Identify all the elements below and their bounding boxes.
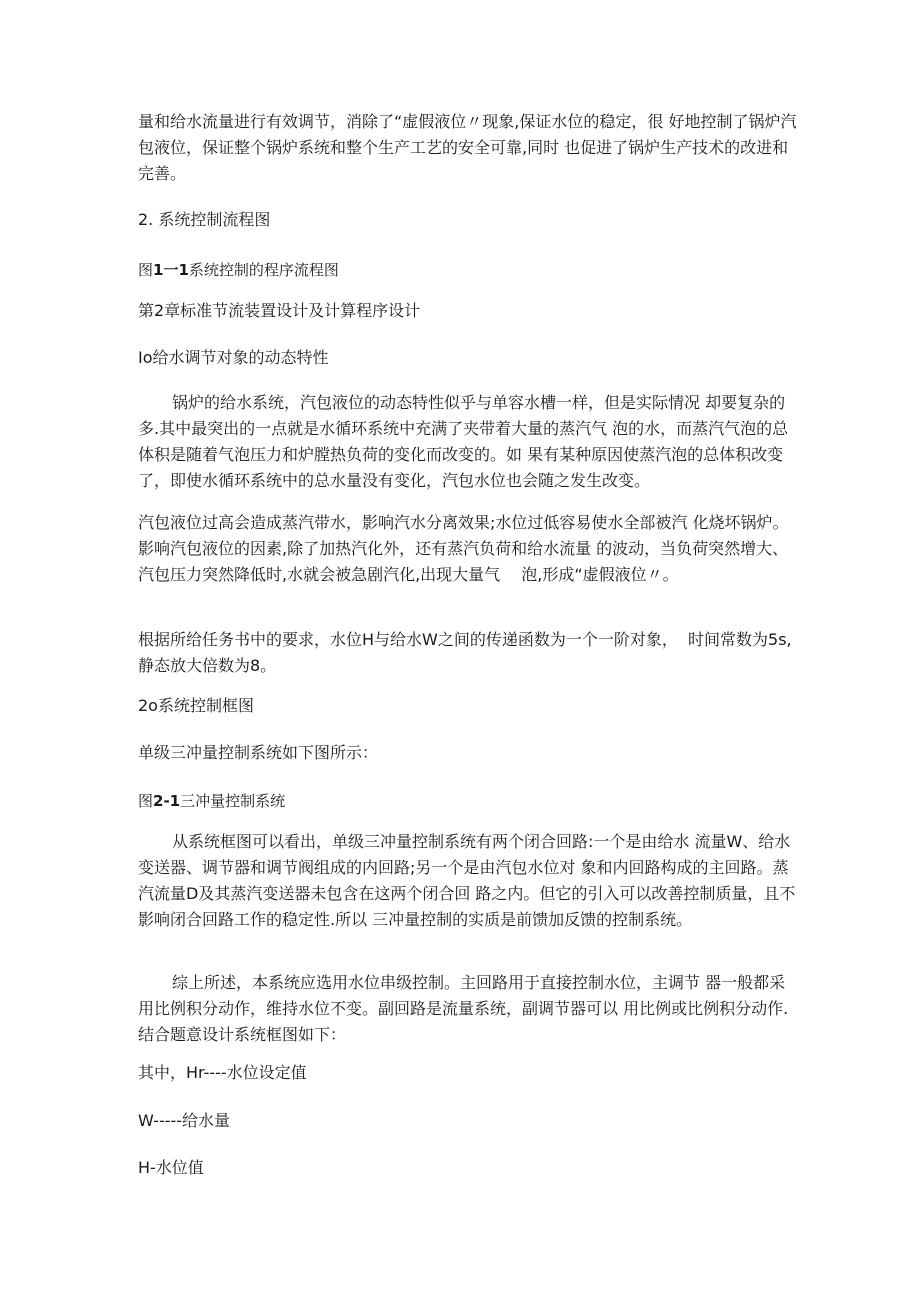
figure-1-1-caption xyxy=(138,257,798,283)
chapter-2-heading: 第2章标准节流装置设计及计算程序设计 xyxy=(138,301,421,320)
figure-2-1-caption xyxy=(138,788,798,814)
paragraph-boiler-dynamics: 锅炉的给水系统，汽包液位的动态特性似乎与单容水槽一样，但是实际情况 却要复杂的多.其中最突出的一点就是水循环系统中充满了夹带着大量的蒸汽气 泡的水，而蒸汽气泡的总体积是随着气泡压力和炉膛热负荷的变化而改变的。如 果有某种原因使蒸汽泡的总体积改变了，即使水循环系统中的总水量没有变化，汽包水位也会随之发生改变。 xyxy=(138,393,789,490)
figure-2-1-prefix: 图 xyxy=(138,792,154,810)
paragraph-conclusion: 综上所述，本系统应选用水位串级控制。主回路用于直接控制水位，主调节 器一般都采用比例积分动作，维持水位不变。副回路是流量系统，副调节器可以 用比例或比例积分动作.结合题意设计系统框图如下： xyxy=(138,973,789,1044)
paragraph-transfer-function: 根据所给任务书中的要求，水位H与给水W之间的传递函数为一个一阶对象， 时间常数为5s,静态放大倍数为8。 xyxy=(138,630,792,675)
figure-1-1-number: 1一1 xyxy=(153,261,189,279)
figure-2-1-title: 三冲量控制系统 xyxy=(180,792,286,810)
figure-2-1-number: 2-1 xyxy=(153,792,181,810)
legend-h: H-水位值 xyxy=(138,1158,204,1177)
figure-1-1-prefix: 图 xyxy=(138,261,154,279)
figure-1-1-title: 系统控制的程序流程图 xyxy=(188,261,339,279)
section-dynamic-heading: Io给水调节对象的动态特性 xyxy=(138,348,329,367)
legend-hr: 其中，Hr----水位设定值 xyxy=(138,1063,307,1082)
legend-w: W-----给水量 xyxy=(138,1111,231,1130)
intro-paragraph: 量和给水流量进行有效调节，消除了“虚假液位〃现象,保证水位的稳定，很 好地控制了锅炉汽包液位，保证整个锅炉系统和整个生产工艺的安全可靠,同时 也促进了锅炉生产技术的改进和完善。 xyxy=(138,112,797,183)
paragraph-level-effects: 汽包液位过高会造成蒸汽带水，影响汽水分离效果;水位过低容易使水全部被汽 化烧坏锅炉。影响汽包液位的因素,除了加热汽化外，还有蒸汽负荷和给水流量 的波动，当负荷突然增大、汽包压力突然降低时,水就会被急剧汽化,出现大量气 泡,形成“虚假液位〃。 xyxy=(138,513,789,584)
paragraph-loops: 从系统框图可以看出，单级三冲量控制系统有两个闭合回路:一个是由给水 流量W、给水变送器、调节器和调节阀组成的内回路;另一个是由汽包水位对 象和内回路构成的主回路。蒸汽流量D及其蒸汽变送器未包含在这两个闭合回 路之内。但它的引入可以改善控制质量，且不影响闭合回路工作的稳定性.所以 三冲量控制的实质是前馈加反馈的控制系统。 xyxy=(138,832,796,929)
paragraph-single-stage-intro: 单级三冲量控制系统如下图所示： xyxy=(138,743,379,762)
section-block-diagram-heading: 2o系统控制框图 xyxy=(138,696,254,715)
section-flowchart-heading: 2. 系统控制流程图 xyxy=(138,210,271,229)
